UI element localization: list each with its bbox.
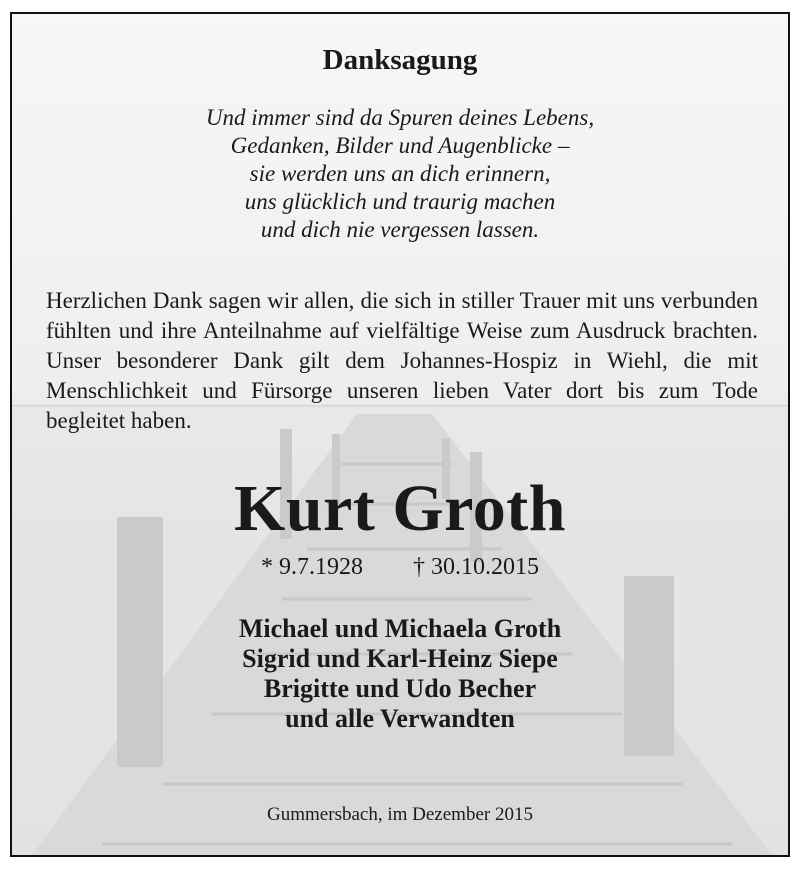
mourner-line: Brigitte und Udo Becher bbox=[263, 674, 537, 703]
mourner-line: Sigrid und Karl-Heinz Siepe bbox=[242, 644, 558, 673]
birth-date: * 9.7.1928 bbox=[261, 554, 363, 580]
mourner-line: Michael und Michaela Groth bbox=[238, 614, 562, 643]
poem-line: und dich nie vergessen lassen. bbox=[260, 217, 540, 242]
life-dates bbox=[12, 554, 788, 581]
death-date: † 30.10.2015 bbox=[413, 554, 539, 580]
poem-line: Gedanken, Bilder und Augenblicke – bbox=[230, 133, 570, 158]
thank-you-message: Herzlichen Dank sagen wir allen, die sich in stiller Trauer mit uns verbunden fühlten und ihre Anteilnahme auf vielfältige Weise zum Ausdruck brachten. Unser besonderer Dank gilt dem Johannes-Hospiz in Wiehl, die mit Menschlichkeit und Fürsorge unseren lieben Vater dort bis zum Tode begleitet haben. bbox=[46, 288, 758, 433]
heading-title: Danksagung bbox=[322, 44, 478, 76]
mourners-list bbox=[12, 614, 788, 734]
poem-line: Und immer sind da Spuren deines Lebens, bbox=[205, 105, 595, 130]
place-and-date: Gummersbach, im Dezember 2015 bbox=[267, 804, 533, 825]
poem bbox=[12, 104, 788, 244]
poem-line: sie werden uns an dich erinnern, bbox=[249, 161, 551, 186]
poem-line: uns glücklich und traurig machen bbox=[244, 189, 556, 214]
mourner-line: und alle Verwandten bbox=[285, 704, 515, 733]
deceased-name: Kurt Groth bbox=[234, 472, 566, 545]
obituary-card bbox=[10, 12, 790, 857]
